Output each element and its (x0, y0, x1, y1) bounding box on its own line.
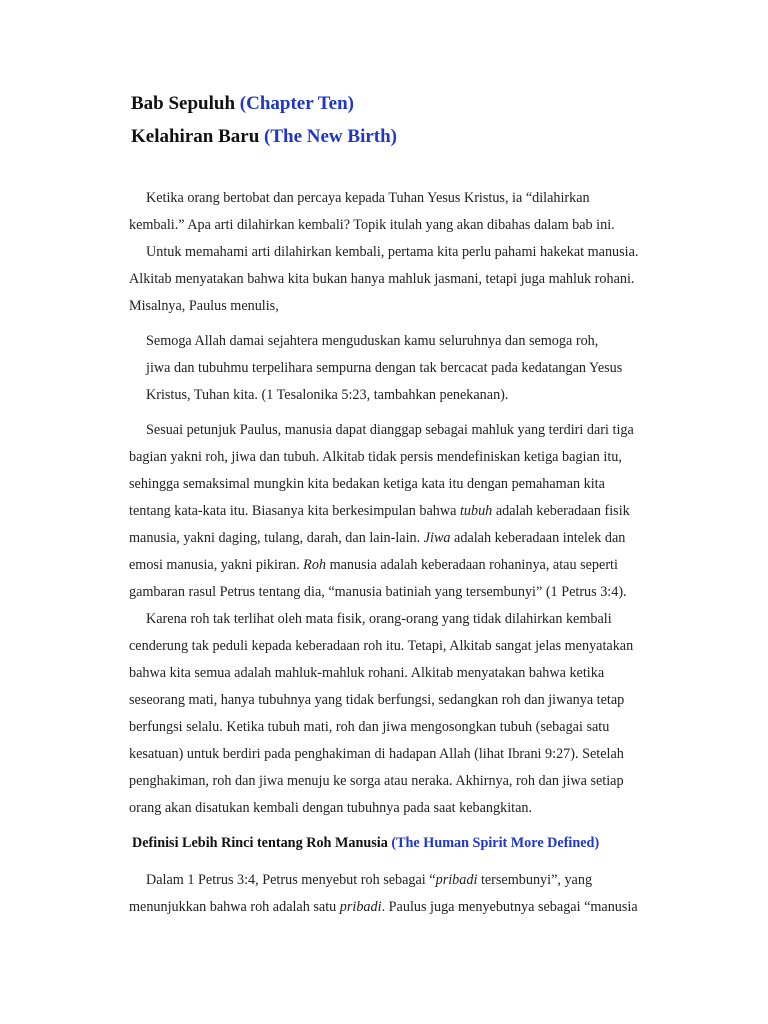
paragraph-line: gambaran rasul Petrus tentang dia, “manusia batiniah yang tersembunyi” (1 Petrus 3:4). (129, 584, 627, 600)
section-heading (132, 830, 660, 857)
paragraph-line (112, 552, 660, 579)
text-run: tersembunyi”, yang (477, 872, 593, 888)
quote-line: Kristus, Tuhan kita. (1 Tesalonika 5:23, tambahkan penekanan). (146, 387, 509, 403)
text-run: tentang kata-kata itu. Biasanya kita berkesimpulan bahwa (129, 503, 460, 519)
block-quote (146, 328, 662, 409)
paragraph-3 (112, 417, 660, 606)
body-text (112, 185, 660, 921)
paragraph-line: penghakiman, roh dan jiwa menuju ke sorga atau neraka. Akhirnya, roh dan jiwa setiap (129, 773, 624, 789)
text-run: . Paulus juga menyebutnya sebagai “manusia (381, 899, 638, 915)
paragraph-line: Misalnya, Paulus menulis, (129, 298, 279, 314)
chapter-title-id: Bab Sepuluh (131, 93, 236, 114)
paragraph-line: cenderung tak peduli kepada keberadaan roh itu. Tetapi, Alkitab sangat jelas menyatakan (129, 638, 634, 654)
emphasis-roh: Roh (303, 557, 327, 573)
paragraph-line (112, 498, 660, 525)
text-run: manusia adalah keberadaan rohaninya, atau seperti (326, 557, 618, 573)
text-run: adalah keberadaan fisik (492, 503, 630, 519)
emphasis-pribadi: pribadi (435, 872, 478, 888)
paragraph-line: Karena roh tak terlihat oleh mata fisik, orang-orang yang tidak dilahirkan kembali (146, 611, 612, 627)
paragraph-line: kembali.” Apa arti dilahirkan kembali? Topik itulah yang akan dibahas dalam bab ini. (129, 217, 615, 233)
paragraph-line: Ketika orang bertobat dan percaya kepada Tuhan Yesus Kristus, ia “dilahirkan (146, 190, 590, 206)
emphasis-jiwa: Jiwa (423, 530, 451, 546)
text-run: menunjukkan bahwa roh adalah satu (129, 899, 340, 915)
quote-line: jiwa dan tubuhmu terpelihara sempurna dengan tak bercacat pada kedatangan Yesus (146, 360, 623, 376)
text-run: adalah keberadaan intelek dan (450, 530, 626, 546)
section-heading-en: (The Human Spirit More Defined) (391, 835, 600, 851)
paragraph-5 (112, 867, 660, 921)
paragraph-line: orang akan disatukan kembali dengan tubuhnya pada saat kebangkitan. (129, 800, 533, 816)
emphasis-pribadi: pribadi (339, 899, 382, 915)
paragraph-line (112, 525, 660, 552)
paragraph-line (112, 867, 660, 894)
chapter-title (131, 93, 354, 115)
paragraph-line: bahwa kita semua adalah mahluk-mahluk rohani. Alkitab menyatakan bahwa ketika (129, 665, 605, 681)
chapter-subtitle (131, 126, 397, 148)
paragraph-2 (112, 239, 660, 320)
emphasis-tubuh: tubuh (459, 503, 493, 519)
text-run: manusia, yakni daging, tulang, darah, dan lain-lain. (129, 530, 424, 546)
paragraph-4 (112, 606, 660, 822)
section-heading-id: Definisi Lebih Rinci tentang Roh Manusia (132, 835, 388, 851)
paragraph-line: sehingga semaksimal mungkin kita bedakan ketiga kata itu dengan pemahaman kita (129, 476, 605, 492)
paragraph-line: Sesuai petunjuk Paulus, manusia dapat dianggap sebagai mahluk yang terdiri dari tiga (146, 422, 634, 438)
paragraph-line: berfungsi selalu. Ketika tubuh mati, roh dan jiwa mengosongkan tubuh (sebagai satu (129, 719, 610, 735)
paragraph-line: seseorang mati, hanya tubuhnya yang tidak berfungsi, sedangkan roh dan jiwanya tetap (129, 692, 625, 708)
chapter-title-en: (Chapter Ten) (239, 93, 354, 114)
text-run: emosi manusia, yakni pikiran. (129, 557, 304, 573)
chapter-subtitle-id: Kelahiran Baru (131, 126, 260, 147)
paragraph-line: Untuk memahami arti dilahirkan kembali, pertama kita perlu pahami hakekat manusia. (146, 244, 639, 260)
quote-line: Semoga Allah damai sejahtera menguduskan kamu seluruhnya dan semoga roh, (146, 333, 599, 349)
paragraph-line: bagian yakni roh, jiwa dan tubuh. Alkitab tidak persis mendefiniskan ketiga bagian itu, (129, 449, 622, 465)
paragraph-1 (112, 185, 660, 239)
paragraph-line (112, 894, 660, 921)
paragraph-line: Alkitab menyatakan bahwa kita bukan hanya mahluk jasmani, tetapi juga mahluk rohani. (129, 271, 635, 287)
paragraph-line: kesatuan) untuk berdiri pada penghakiman di hadapan Allah (lihat Ibrani 9:27). Setelah (129, 746, 624, 762)
chapter-subtitle-en: (The New Birth) (264, 126, 397, 147)
text-run: Dalam 1 Petrus 3:4, Petrus menyebut roh sebagai “ (146, 872, 436, 888)
